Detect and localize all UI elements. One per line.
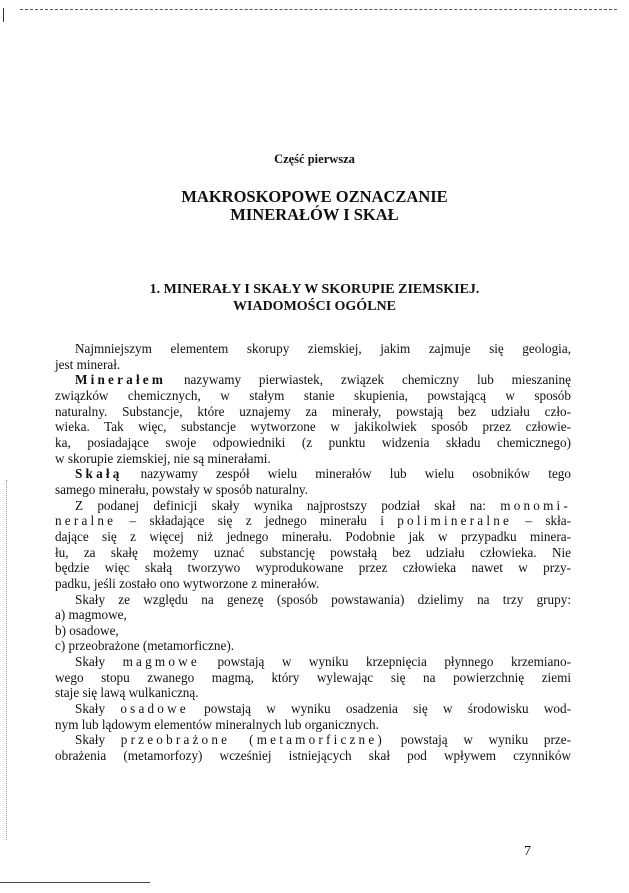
text-line xyxy=(55,560,571,576)
chapter-title-line: MAKROSKOPOWE OZNACZANIE xyxy=(181,187,448,206)
section-heading-line: WIADOMOŚCI OGÓLNE xyxy=(233,299,396,314)
text-line xyxy=(55,638,571,654)
text-line xyxy=(55,357,571,373)
text-segment: powstają w wyniku krzepnięcia płynnego krzemiano- xyxy=(199,654,571,670)
section-heading xyxy=(0,281,629,315)
text-line xyxy=(55,388,571,404)
spaced-term: Skałą xyxy=(75,466,123,482)
spaced-term: neralne xyxy=(55,513,117,529)
text-line xyxy=(55,592,571,608)
text-line xyxy=(55,404,571,420)
text-line xyxy=(55,748,571,764)
text-line xyxy=(55,576,571,592)
text-segment: dające się z więcej niż jednego minerału. Podobnie jak w przypadku minera- xyxy=(55,528,571,544)
text-segment: Z podanej definicji skały wynika najprostszy podział skał na: xyxy=(75,497,501,513)
scan-corner-mark xyxy=(3,8,4,22)
text-segment: nazywamy pierwiastek, związek chemiczny lub mieszaninę xyxy=(166,372,571,388)
text-line xyxy=(55,607,571,623)
text-segment: c) przeobrażone (metamorficzne). xyxy=(55,638,235,654)
scan-left-edge xyxy=(6,480,8,840)
text-segment: będzie więc skałą tworzywo wyprodukowane przez człowieka nawet w przy- xyxy=(55,560,571,576)
section-heading-line: 1. MINERAŁY I SKAŁY W SKORUPIE ZIEMSKIEJ. xyxy=(149,282,480,297)
text-segment: jest minerał. xyxy=(55,356,121,372)
text-segment: staje się lawą wulkaniczną. xyxy=(55,685,199,701)
text-line xyxy=(55,482,571,498)
text-segment: naturalny. Substancje, które uznajemy za minerały, powstają bez udziału czło- xyxy=(55,403,571,419)
text-segment: Skały xyxy=(75,654,123,670)
text-segment: nym lub lądowym elementów mineralnych lub organicznych. xyxy=(55,716,379,732)
text-line xyxy=(55,732,571,748)
text-line xyxy=(55,435,571,451)
spaced-term: Minerałem xyxy=(75,372,167,388)
body-text xyxy=(55,341,571,764)
text-segment: w skorupie ziemskiej, nie są minerałami. xyxy=(55,450,271,466)
page-number: 7 xyxy=(524,844,531,859)
text-line xyxy=(55,685,571,701)
text-line xyxy=(55,529,571,545)
text-segment: ka, posiadające swoje odpowiedniki (z punktu widzenia składu chemicznego) xyxy=(55,434,571,450)
text-line xyxy=(55,419,571,435)
text-line xyxy=(55,341,571,357)
text-segment: Najmniejszym elementem skorupy ziemskiej, jakim zajmuje się geologia, xyxy=(75,341,571,356)
text-segment: – składające się z jednego minerału i xyxy=(116,513,398,529)
chapter-title-line: MINERAŁÓW I SKAŁ xyxy=(230,205,399,224)
text-line xyxy=(55,623,571,639)
part-label: Część pierwsza xyxy=(274,152,355,166)
spaced-term: magmowe xyxy=(122,654,200,670)
text-line xyxy=(55,466,571,482)
text-segment: samego minerału, powstały w sposób naturalny. xyxy=(55,481,308,497)
spaced-term: przeobrażone (metamorficzne) xyxy=(120,732,385,748)
spaced-term: osadowe xyxy=(120,701,189,717)
chapter-title xyxy=(0,188,629,224)
text-segment: Skały xyxy=(75,732,121,748)
scan-bottom-rule xyxy=(0,882,150,883)
text-segment: a) magmowe, xyxy=(55,607,127,623)
text-line xyxy=(55,498,571,514)
text-segment: powstają w wyniku osadzenia się w środowisku wod- xyxy=(188,701,571,717)
scan-top-rule xyxy=(20,9,617,10)
text-segment: powstają w wyniku prze- xyxy=(385,732,571,748)
text-segment: Skały ze względu na genezę (sposób powstawania) dzielimy na trzy grupy: xyxy=(75,591,571,607)
text-line xyxy=(55,670,571,686)
text-line xyxy=(55,372,571,388)
text-segment: – skła- xyxy=(512,513,571,529)
text-segment: związków chemicznych, w stałym stanie skupienia, powstającą w sposób xyxy=(55,387,571,403)
text-line xyxy=(55,545,571,561)
text-segment: wieka. Tak więc, substancje wytworzone w jakikolwiek sposób przez człowie- xyxy=(55,419,571,435)
spaced-term: monomi- xyxy=(500,497,571,513)
text-segment: łu, za skałę możemy uznać substancję powstałą bez udziału człowieka. Nie xyxy=(55,544,571,560)
spaced-term: polimineralne xyxy=(397,513,513,529)
text-line xyxy=(55,451,571,467)
text-segment: padku, jeśli zostało ono wytworzone z minerałów. xyxy=(55,575,320,591)
text-segment: b) osadowe, xyxy=(55,622,119,638)
text-line xyxy=(55,513,571,529)
text-line xyxy=(55,654,571,670)
text-segment: obrażenia (metamorfozy) wcześniej istniejących skał pod wpływem czynników xyxy=(55,748,571,764)
text-segment: wego stopu zwanego magmą, który wylewając się na powierzchnię ziemi xyxy=(55,669,571,685)
text-segment: nazywamy zespół wielu minerałów lub wielu osobników tego xyxy=(122,466,571,482)
text-line xyxy=(55,717,571,733)
text-line xyxy=(55,701,571,717)
text-segment: Skały xyxy=(75,701,121,717)
